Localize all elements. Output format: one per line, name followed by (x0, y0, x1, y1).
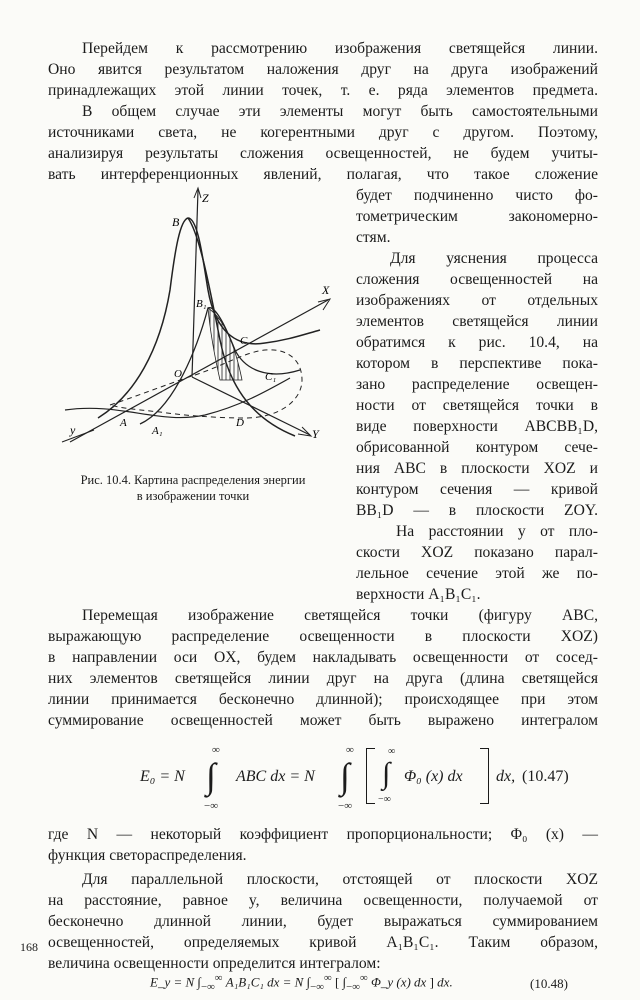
text-line: контуром сечения — кривой (356, 481, 598, 498)
text-line: элементов светящейся линии (356, 313, 598, 330)
integral-sign: ∫ (206, 756, 216, 796)
label-d: D (236, 417, 244, 429)
eq-limit-lower: −∞ (204, 800, 219, 812)
eq-limit-lower: −∞ (310, 980, 324, 993)
label-y-axis: Y (312, 427, 319, 441)
eq-function: Φ₀ (x) dx (404, 768, 463, 785)
bracket-right (480, 748, 489, 804)
text-line: котором в перспективе пока- (356, 355, 598, 372)
equation-number: (10.48) (530, 976, 568, 991)
eq-limit-upper: ∞ (359, 972, 368, 984)
text-line: Перейдем к рассмотрению изображения светящейся линии. (82, 40, 598, 57)
axis-x (70, 300, 328, 442)
text-line: тометрическим закономерно- (356, 208, 598, 225)
label-x: X (322, 283, 330, 297)
text-line: источниками света, не когерентными друг с другом. Поэтому, (48, 124, 598, 141)
text-line: освещенностей, определяемых кривой A₁B₁C₁. Таким образом, (48, 934, 598, 951)
text-line: BB₁D — в плоскости ZOY. (356, 502, 598, 519)
figure-caption: в изображении точки (136, 489, 250, 503)
label-o: O (174, 368, 182, 380)
text-line: обратимся к рис. 10.4, на (356, 334, 598, 351)
eq-limit-upper: ∞ (346, 744, 354, 756)
eq-integrand: ABC dx = N (236, 768, 315, 785)
equation-number: (10.47) (522, 768, 569, 785)
text-line: скости XOZ показано парал- (356, 544, 598, 561)
text-line: где N — некоторый коэффициент пропорциональности; Φ₀ (x) — (48, 826, 598, 843)
label-c: C (240, 335, 248, 347)
text-line: анализируя результаты сложения освещенностей, не будем учиты- (48, 145, 598, 162)
text-line: На расстоянии y от пло- (396, 523, 598, 540)
distance-marker (62, 430, 94, 442)
text-line: Перемещая изображение светящейся точки (фигуру ABC, (82, 607, 598, 624)
hatched-section (208, 308, 242, 380)
text-line: них элементов светящейся линии друг на друга (длина светящейся (48, 670, 598, 687)
eq-limit-lower: −∞ (338, 800, 353, 812)
integral-sign: ∫ (342, 974, 347, 990)
text-line: функция светораспределения. (48, 847, 247, 864)
text-line: линии принимается бесконечно длинной); происходящее при этом (48, 691, 598, 708)
bracket-left (366, 748, 375, 804)
text-line: суммирование освещенностей может быть выражено интегралом (48, 712, 598, 729)
eq-lhs: E₀ = N (140, 768, 185, 785)
text-line: принадлежащих этой линии точек, т. е. ряда элементов предмета. (48, 82, 598, 99)
label-dist-y: y (70, 423, 76, 437)
text-line: на расстояние, равное y, величина освещенности, получаемой от (48, 892, 598, 909)
text-line: В общем случае эти элементы могут быть самостоятельными (82, 103, 598, 120)
eq-limit-lower: −∞ (200, 980, 215, 993)
label-a1: A₁ (152, 425, 163, 437)
text-line: ности от светящейся точки в (356, 397, 598, 414)
label-z: Z (202, 191, 209, 205)
text-line: обрисованной контуром сече- (356, 439, 598, 456)
label-b1: B₁ (196, 298, 207, 310)
text-line: Для параллельной плоскости, отстоящей от плоскости XOZ (82, 871, 598, 888)
text-line: будет подчиненно чисто фо- (356, 187, 598, 204)
integral-sign: ∫ (306, 974, 311, 990)
figure-caption: Рис. 10.4. Картина распределения энергии (80, 473, 306, 487)
eq-limit-upper: ∞ (388, 746, 396, 757)
eq-limit-upper: ∞ (324, 972, 332, 984)
equation-10-47 (140, 742, 520, 822)
eq-limit-upper: ∞ (212, 744, 220, 756)
text-line: бесконечно длинной линии, будет выражаться суммированием (48, 913, 598, 930)
text-line: зано распределение освещен- (356, 376, 598, 393)
eq-differential: dx, (496, 768, 516, 785)
text-line: Для уяснения процесса (390, 250, 598, 267)
text-line: сложения освещенностей на (356, 271, 598, 288)
integral-sign: ∫ (382, 757, 391, 790)
text-line: вать интерференционных явлений, полагая, что такое сложение (48, 166, 598, 183)
integral-sign: ∫ (340, 756, 350, 796)
text-line: виде поверхности ABCBB₁D, (356, 418, 598, 435)
text-line: лельное сечение этой же по- (356, 565, 598, 582)
label-a: A (120, 417, 127, 429)
text-line: ния ABC в плоскости XOZ и (356, 460, 598, 477)
eq-limit-lower: −∞ (378, 794, 391, 805)
text-line: изображениях от отдельных (356, 292, 598, 309)
text-line: выражающую распределение освещенности в плоскости XOZ) (48, 628, 598, 645)
page-number: 168 (20, 940, 38, 954)
equation-10-48: E_y = N $\int_{-\infty}^\infty$ A₁B₁C₁ dx = N $\int_{-\infty}^\infty$ [ $\int_{-\infty}^\infty$ Φ_y (x) dx ] dx. (150, 972, 453, 993)
integral-sign: ∫ (197, 974, 201, 990)
text-line: Оно явится результатом наложения друг на друга изображений (48, 61, 598, 78)
text-line: стям. (356, 229, 391, 246)
text-line: верхности A₁B₁C₁. (356, 586, 481, 603)
text-line: величина освещенности определится интегралом: (48, 955, 381, 972)
text-line: в направлении оси OX, будем накладывать освещенности от сосед- (48, 649, 598, 666)
eq-limit-upper: ∞ (214, 972, 223, 984)
eq-limit-lower: −∞ (346, 980, 360, 993)
label-c1: C₁ (265, 371, 277, 383)
figure-10-4 (40, 180, 350, 470)
label-b: B (172, 215, 180, 229)
